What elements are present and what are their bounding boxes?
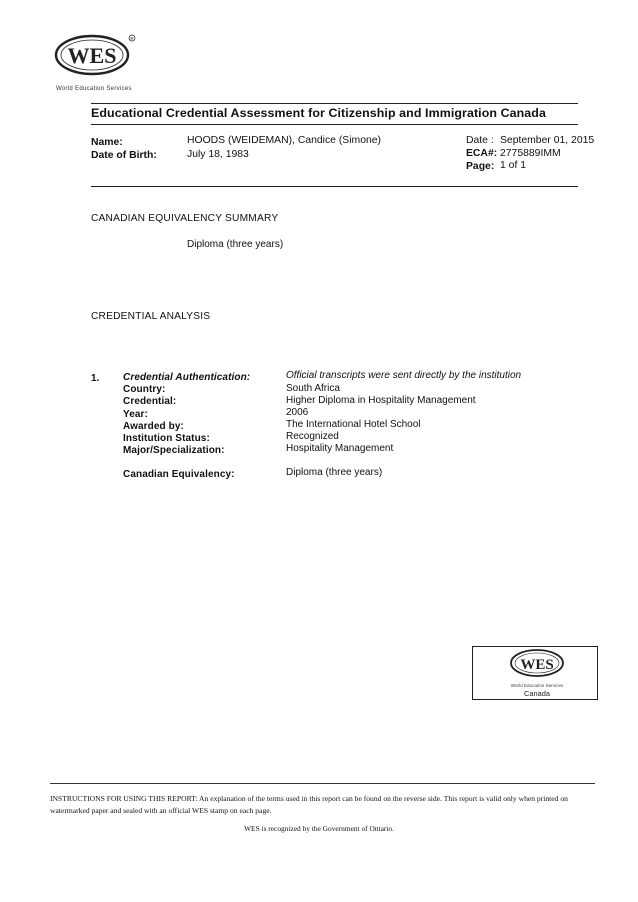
canadian-equivalency-value: Diploma (three years): [286, 467, 383, 478]
svg-text:R: R: [130, 36, 134, 41]
stamp-logo: [508, 648, 566, 678]
country-label: Country:: [123, 384, 166, 395]
authentication-label: Credential Authentication:: [123, 372, 251, 383]
canadian-equivalency-label: Canadian Equivalency:: [123, 469, 235, 480]
page-label: Page:: [466, 161, 495, 172]
equivalency-summary-value: Diploma (three years): [187, 239, 284, 250]
stamp-subtitle: World Education Services: [510, 683, 564, 688]
footer-instructions: INSTRUCTIONS FOR USING THIS REPORT: An explanation of the terms used in this report can be found on the reverse side. This report is valid only when printed on watermarked paper and sealed with an official WES stamp on each page.: [50, 794, 568, 815]
stamp-country: Canada: [524, 689, 550, 698]
date-label: Date :: [466, 135, 494, 146]
wes-logo-text: WES: [67, 43, 117, 68]
year-label: Year:: [123, 409, 148, 420]
major-label: Major/Specialization:: [123, 445, 225, 456]
credential-analysis-heading: CREDENTIAL ANALYSIS: [91, 311, 211, 322]
wes-logo: [52, 32, 138, 78]
awarded-by-label: Awarded by:: [123, 421, 184, 432]
credential-item-number: 1.: [91, 373, 100, 384]
title-top-rule: [91, 103, 578, 104]
page-value: 1 of 1: [500, 160, 526, 171]
dob-label: Date of Birth:: [91, 150, 157, 161]
eca-label: ECA#:: [466, 148, 498, 159]
institution-status-value: Recognized: [286, 431, 339, 442]
date-value: September 01, 2015: [500, 135, 595, 146]
title-bottom-rule: [91, 124, 578, 125]
authentication-value: Official transcripts were sent directly by the institution: [286, 370, 522, 381]
stamp-logo-text: WES: [520, 657, 554, 673]
dob-value: July 18, 1983: [187, 149, 249, 160]
institution-status-label: Institution Status:: [123, 433, 210, 444]
document-title: Educational Credential Assessment for Citizenship and Immigration Canada: [91, 106, 546, 120]
equivalency-summary-heading: CANADIAN EQUIVALENCY SUMMARY: [91, 213, 279, 224]
year-value: 2006: [286, 407, 309, 418]
name-label: Name:: [91, 137, 123, 148]
eca-value: 2775889IMM: [500, 148, 561, 159]
name-value: HOODS (WEIDEMAN), Candice (Simone): [187, 135, 381, 146]
credential-label: Credential:: [123, 396, 177, 407]
credential-value: Higher Diploma in Hospitality Management: [286, 395, 476, 406]
major-value: Hospitality Management: [286, 443, 394, 454]
awarded-by-value: The International Hotel School: [286, 419, 421, 430]
footer-ontario-note: WES is recognized by the Government of Ontario.: [244, 824, 394, 833]
footer-rule: [50, 783, 595, 784]
country-value: South Africa: [286, 383, 340, 394]
logo-tagline: World Education Services: [56, 86, 132, 92]
applicant-bottom-rule: [91, 186, 578, 187]
